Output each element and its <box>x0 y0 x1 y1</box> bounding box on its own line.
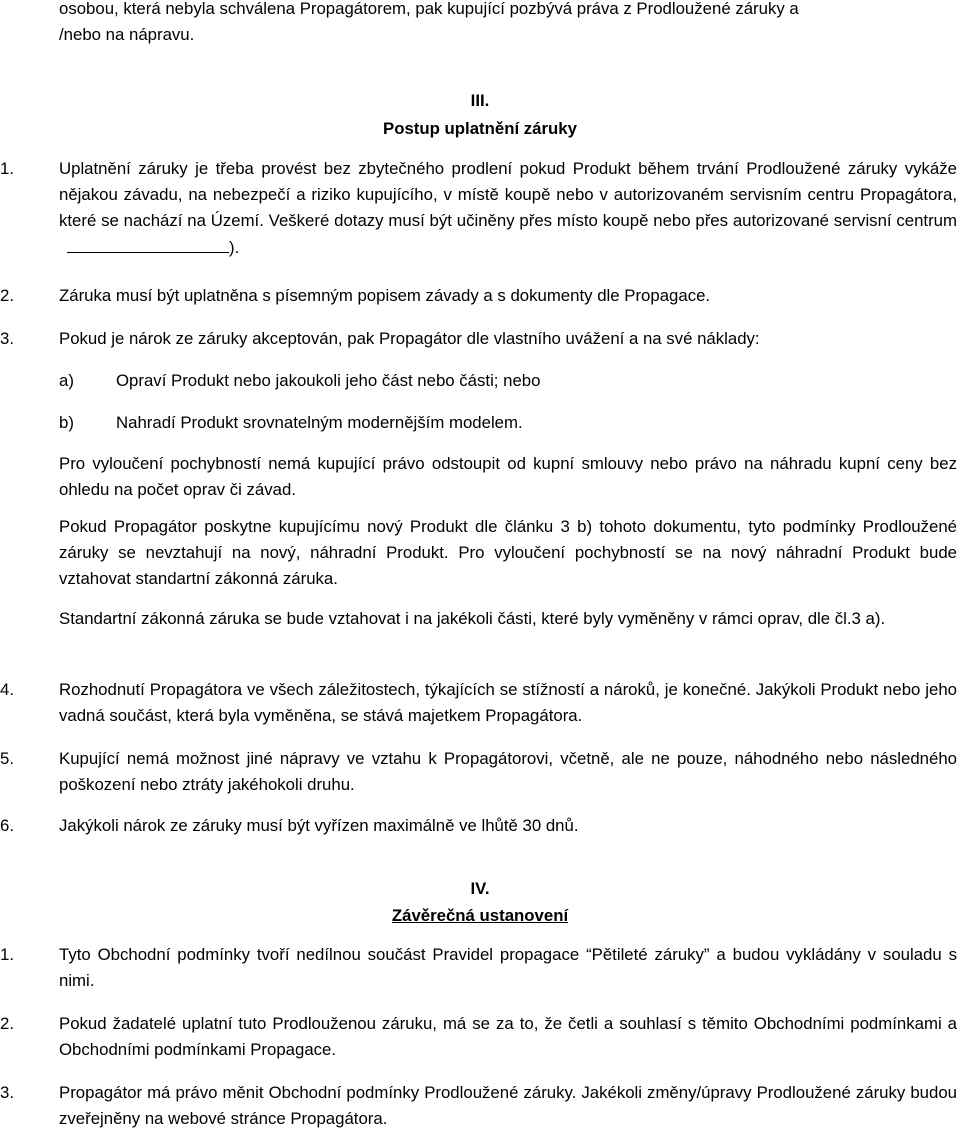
section-3-item-2-text: Záruka musí být uplatněna s písemným popisem závady a s dokumenty dle Propagace. <box>59 286 711 305</box>
section-3-title: Postup uplatnění záruky <box>383 119 577 138</box>
section-3-item-3-sub-a-text: Opraví Produkt nebo jakoukoli jeho část nebo části; nebo <box>116 371 541 390</box>
section-3-item-1-text <box>59 156 957 261</box>
section-3-item-1-main-text: Uplatnění záruky je třeba provést bez zbytečného prodlení pokud Produkt během trvání Prodloužené záruky vykáže nějakou závadu, na nebezpečí a riziko kupujícího, v místě koupě nebo v autorizovaném servisním centru Propagátora, které se nachází na Území. Veškeré dotazy musí být učiněny přes místo koupě nebo přes autorizované servisní centrum <box>59 159 957 230</box>
section-3-item-3-text: Pokud je nárok ze záruky akceptován, pak Propagátor dle vlastního uvážení a na své náklady: <box>59 329 760 348</box>
section-3-item-3-paragraph-2: Pokud Propagátor poskytne kupujícímu nový Produkt dle článku 3 b) tohoto dokumentu, tyto podmínky Prodloužené záruky se nevztahují na nový, náhradní Produkt. Pro vyloučení pochybností se na nový náhradní Produkt bude vztahovat standartní zákonná záruka. <box>59 517 957 588</box>
section-3-item-6-number: 6. <box>0 816 14 835</box>
blank-service-center-line <box>67 234 229 253</box>
section-3-item-5-number: 5. <box>0 749 14 768</box>
section-3-item-4-text: Rozhodnutí Propagátora ve všech záležitostech, týkajících se stížností a nároků, je konečné. Jakýkoli Produkt nebo jeho vadná součást, která byla vyměněna, se stává majetkem Propagátora. <box>59 680 957 725</box>
continuation-line-2: /nebo na nápravu. <box>59 25 195 44</box>
section-4-item-3-number: 3. <box>0 1083 14 1102</box>
section-4-item-2-text: Pokud žadatelé uplatní tuto Prodlouženou záruku, má se za to, že četli a souhlasí s těmito Obchodními podmínkami a Obchodními podmínkami Propagace. <box>59 1014 957 1059</box>
section-3-item-4-number: 4. <box>0 680 14 699</box>
section-4-title: Závěrečná ustanovení <box>391 906 569 925</box>
section-4-number: IV. <box>470 879 490 898</box>
section-3-item-3-sub-b-label: b) <box>59 413 74 432</box>
section-4-item-1-text: Tyto Obchodní podmínky tvoří nedílnou součást Pravidel propagace “Pětileté záruky” a budou vykládány v souladu s nimi. <box>59 945 957 990</box>
section-4-item-1-number: 1. <box>0 945 14 964</box>
section-4-item-2-number: 2. <box>0 1014 14 1033</box>
section-3-item-3-sub-a-label: a) <box>59 371 74 390</box>
section-3-item-5-text: Kupující nemá možnost jiné nápravy ve vztahu k Propagátorovi, včetně, ale ne pouze, náhodného nebo následného poškození nebo ztráty jakéhokoli druhu. <box>59 749 957 794</box>
section-3-item-3-sub-b-text: Nahradí Produkt srovnatelným modernějším modelem. <box>116 413 523 432</box>
section-3-item-3-number: 3. <box>0 329 14 348</box>
section-3-item-6-text: Jakýkoli nárok ze záruky musí být vyřízen maximálně ve lhůtě 30 dnů. <box>59 816 579 835</box>
section-3-item-3-paragraph-3: Standartní zákonná záruka se bude vztahovat i na jakékoli části, které byly vyměněny v rámci oprav, dle čl.3 a). <box>59 609 886 628</box>
section-3-item-3-paragraph-1: Pro vyloučení pochybností nemá kupující právo odstoupit od kupní smlouvy nebo právo na náhradu kupní ceny bez ohledu na počet oprav či závad. <box>59 454 957 499</box>
section-3-item-1-number: 1. <box>0 159 14 178</box>
section-4-item-3-text: Propagátor má právo měnit Obchodní podmínky Prodloužené záruky. Jakékoli změny/úpravy Prodloužené záruky budou zveřejněny na webové stránce Propagátora. <box>59 1083 957 1128</box>
section-3-number: III. <box>470 91 490 110</box>
section-3-item-2-number: 2. <box>0 286 14 305</box>
continuation-line-1: osobou, která nebyla schválena Propagátorem, pak kupující pozbývá práva z Prodloužené záruky a <box>59 0 799 18</box>
section-3-item-1-closing: ). <box>229 238 240 257</box>
